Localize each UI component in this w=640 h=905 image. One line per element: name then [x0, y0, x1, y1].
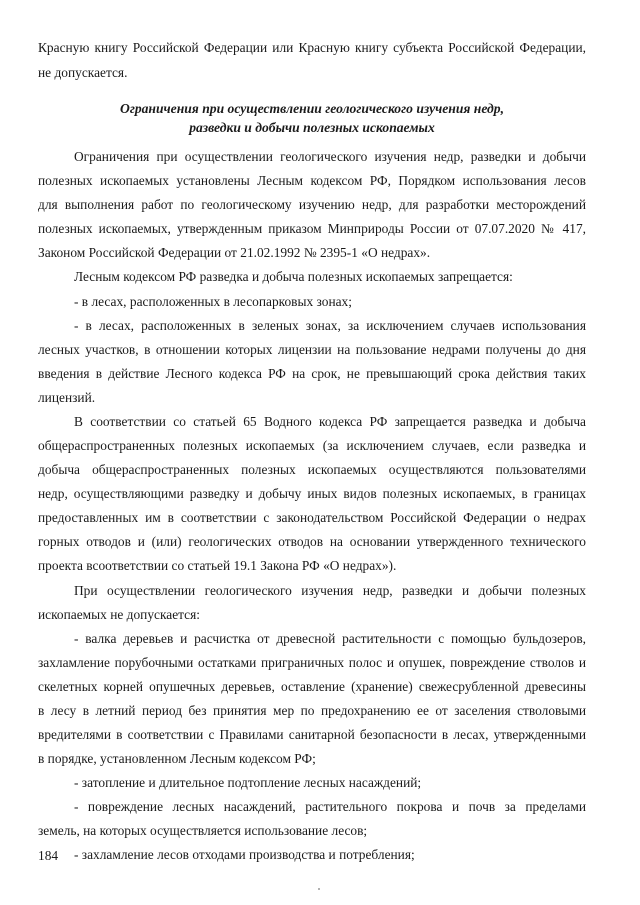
page-number: 184: [38, 848, 59, 863]
text-line: предоставленных им в соответствии с законодательством Российской Федерации о недрах: [38, 510, 586, 525]
text-line: общераспространенных полезных ископаемых (за исключением случаев, если разведка и: [38, 438, 586, 453]
section-heading-line-2: разведки и добычи полезных ископаемых: [189, 120, 435, 135]
text-line: вредителями в соответствии с Правилами санитарной безопасности в лесах, утвержденными: [38, 727, 586, 742]
text-line: проекта всоответствии со статьей 19.1 Закона РФ «О недрах»).: [38, 558, 397, 573]
text-line: не допускается.: [38, 65, 128, 80]
text-line: введения в действие Лесного кодекса РФ на срок, не превышающий срока действия таких: [38, 366, 586, 381]
text-line: лесных участков, в отношении которых лицензии на пользование недрами получены до дня: [38, 342, 586, 357]
text-line: - затопление и длительное подтопление лесных насаждений;: [74, 775, 422, 790]
text-line: полезных ископаемых, утвержденным приказом Минприроды России от 07.07.2020 № 417,: [38, 221, 586, 236]
text-line: Ограничения при осуществлении геологического изучения недр, разведки и добычи: [74, 149, 586, 164]
text-line: Лесным кодексом РФ разведка и добыча полезных ископаемых запрещается:: [74, 269, 513, 284]
text-line: - захламление лесов отходами производства и потребления;: [74, 847, 415, 862]
scan-speck: [318, 888, 320, 890]
text-line: добыча общераспространенных полезных ископаемых осуществляются пользователями: [38, 462, 586, 477]
section-heading-line-1: Ограничения при осуществлении геологического изучения недр,: [120, 101, 504, 116]
text-line: в порядке, установленном Лесным кодексом РФ;: [38, 751, 316, 766]
text-line: недр, осуществляющими разведку и добычу иных видов полезных ископаемых, в границах: [38, 486, 586, 501]
text-line: В соответствии со статьей 65 Водного кодекса РФ запрещается разведка и добыча: [74, 414, 586, 429]
text-line: лицензий.: [38, 390, 96, 405]
text-line: При осуществлении геологического изучения недр, разведки и добычи полезных: [74, 583, 586, 598]
text-line: Законом Российской Федерации от 21.02.1992 № 2395-1 «О недрах».: [38, 245, 431, 260]
text-line: земель, на которых осуществляется использование лесов;: [38, 823, 368, 838]
text-line: горных отводов и (или) геологических отводов на основании утвержденного технического: [38, 534, 586, 549]
text-line: - в лесах, расположенных в лесопарковых зонах;: [74, 294, 352, 309]
text-line: ископаемых не допускается:: [38, 607, 200, 622]
text-line: - в лесах, расположенных в зеленых зонах, за исключением случаев использования: [74, 318, 586, 333]
text-line: для выполнения работ по геологическому изучению недр, для разработки месторождений: [38, 197, 586, 212]
text-line: Красную книгу Российской Федерации или Красную книгу субъекта Российской Федерации,: [38, 40, 586, 55]
text-line: захламление порубочными остатками приграничных полос и опушек, повреждение стволов и: [38, 655, 586, 670]
text-line: - валка деревьев и расчистка от древесной растительности с помощью бульдозеров,: [74, 631, 586, 646]
text-line: - повреждение лесных насаждений, растительного покрова и почв за пределами: [74, 799, 586, 814]
text-line: в лесу в летний период без принятия мер по предохранению ее от заселения стволовыми: [38, 703, 586, 718]
text-line: полезных ископаемых установлены Лесным кодексом РФ, Порядком использования лесов: [38, 173, 586, 188]
text-line: скелетных корней опушечных деревьев, оставление (хранение) свежесрубленной древесины: [38, 679, 586, 694]
